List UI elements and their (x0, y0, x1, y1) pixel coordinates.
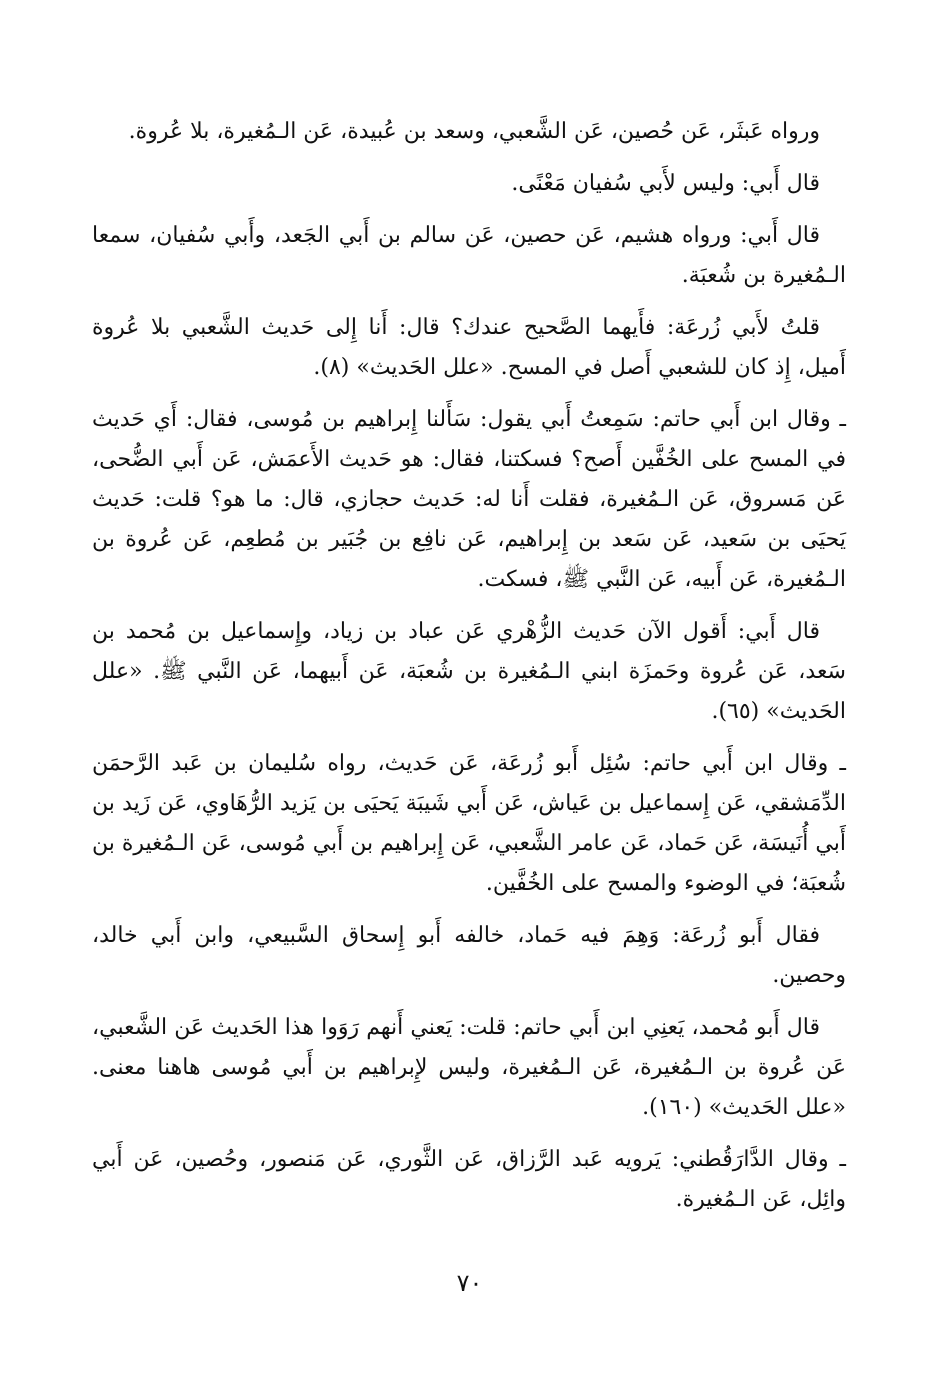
paragraph-5: ـ وقال ابن أَبي حاتم: سَمِعتُ أَبي يقول: سَأَلنا إِبراهيم بن مُوسى، فقال: أَي حَديث في المسح على الخُفَّين أَصح؟ فسكتنا، فقال: هو حَديث الأَعمَش، عَن أَبي الضُّحى، عَن مَسروق، عَن الـمُغيرة، فقلت أَنا له: حَديث حجازي، قال: ما هو؟ قلت: حَديث يَحيَى بن سَعيد، عَن سَعد بن إِبراهيم، عَن نافِع بن جُبَير بن مُطعِم، عَن عُروة بن الـمُغيرة، عَن أَبيه، عَن النَّبي ﷺ، فسكت. (92, 407, 846, 592)
paragraph-6: قال أَبي: أَقول الآن حَديث الزُّهْري عَن عباد بن زياد، وإِسماعيل بن مُحمد بن سَعد، عَن عُروة وحَمزَة ابني الـمُغيرة بن شُعبَة، عَن أَبيهما، عَن النَّبي ﷺ. «علل الحَديث» (٦٥). (92, 619, 846, 724)
page-body (92, 112, 846, 1232)
paragraph-3: قال أَبي: ورواه هشيم، عَن حصين، عَن سالم بن أَبي الجَعد، وأَبي سُفيان، سمعا الـمُغيرة بن شُعبَة. (92, 223, 846, 288)
paragraph-10: ـ وقال الدَّارَقُطني: يَرويه عَبد الرَّزاق، عَن الثَّوري، عَن مَنصور، وحُصين، عَن أَبي وائِل، عَن الـمُغيرة. (92, 1147, 846, 1212)
paragraph-4: قلتُ لأَبي زُرعَة: فأَيهما الصَّحيح عندك؟ قال: أَنا إِلى حَديث الشَّعبي بلا عُروة أَميل، إِذ كان للشعبي أَصل في المسح. «علل الحَديث» (٨). (92, 315, 846, 380)
paragraph-9: قال أَبو مُحمد، يَعنِي ابن أَبي حاتم: قلت: يَعني أَنهم رَوَوا هذا الحَديث عَن الشَّعبي، عَن عُروة بن الـمُغيرة، عَن الـمُغيرة، وليس لإِبراهيم بن أَبي مُوسى هاهنا معنى. «علل الحَديث» (١٦٠). (92, 1015, 846, 1120)
page-number: ٧٠ (456, 1269, 483, 1297)
paragraph-2: قال أَبي: وليس لأَبي سُفيان مَعْنًى. (511, 171, 820, 196)
paragraph-7: ـ وقال ابن أَبي حاتم: سُئِل أَبو زُرعَة، عَن حَديث، رواه سُليمان بن عَبد الرَّحمَن الدِّمَشقي، عَن إِسماعيل بن عَياش، عَن أَبي شَيبَة يَحيَى بن يَزيد الرُّهَاوي، عَن زَيد بن أَبي أُنَيسَة، عَن حَماد، عَن عامر الشَّعبي، عَن إِبراهيم بن أَبي مُوسى، عَن الـمُغيرة بن شُعبَة؛ في الوضوء والمسح على الخُفَّين. (92, 751, 847, 896)
paragraph-1: ورواه عَبثَر، عَن حُصين، عَن الشَّعبي، وسعد بن عُبيدة، عَن الـمُغيرة، بلا عُروة. (128, 119, 820, 144)
paragraph-8: فقال أَبو زُرعَة: وَهِمَ فيه حَماد، خالفه أَبو إِسحاق السَّبيعي، وابن أَبي خالد، وحصين. (92, 923, 846, 988)
